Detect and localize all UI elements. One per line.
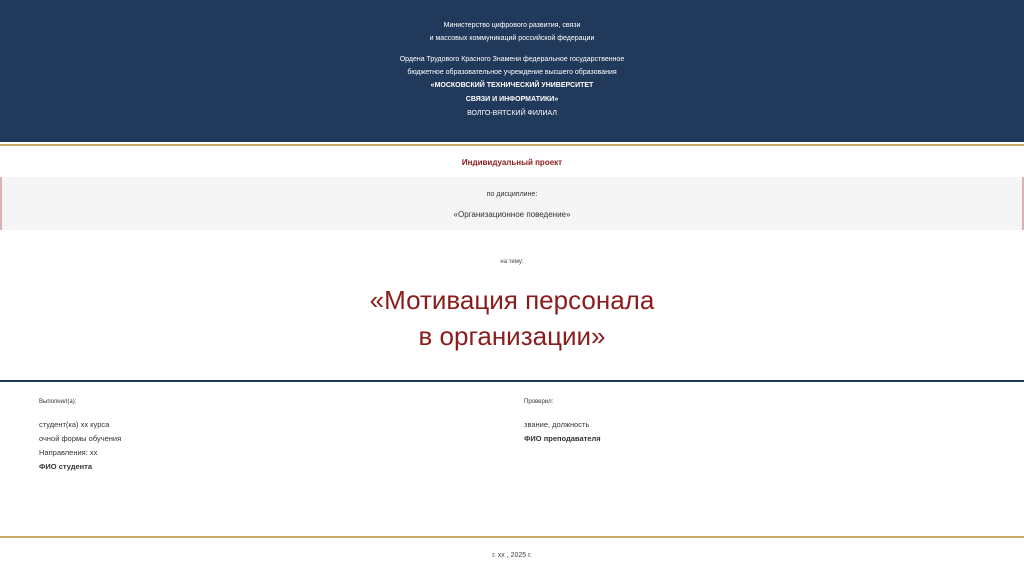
discipline-box [0, 177, 1024, 230]
teacher-info [524, 399, 601, 446]
topic-line-1: «Мотивация персонала [369, 285, 655, 315]
student-info [39, 399, 121, 474]
university-line-2: бюджетное образовательное учреждение высшего образования [407, 69, 617, 76]
topic-label: на тему: [500, 259, 524, 265]
university-name-line-2: СВЯЗИ И ИНФОРМАТИКИ» [465, 96, 559, 103]
student-heading: Выполнил(а): [39, 399, 77, 405]
student-course: студент(ка) хх курса [39, 420, 110, 429]
footer-divider [0, 536, 1024, 538]
teacher-heading: Проверил: [524, 399, 554, 405]
university-name-line-1: «МОСКОВСКИЙ ТЕХНИЧЕСКИЙ УНИВЕРСИТЕТ [430, 82, 594, 89]
university-line-1: Ордена Трудового Красного Знамени федеральное государственное [399, 56, 625, 63]
ministry-line-1: Министерство цифрового развития, связи [443, 22, 581, 29]
topic-line-2: в организации» [418, 321, 606, 351]
branch-name: ВОЛГО-ВЯТСКИЙ ФИЛИАЛ [467, 110, 557, 117]
student-study-form: очной формы обучения [39, 434, 122, 443]
city-year: г. хх , 2025 г. [492, 552, 532, 559]
topic-title [0, 282, 1024, 354]
section-divider [0, 380, 1024, 382]
discipline-label: по дисциплине: [486, 191, 538, 198]
discipline-name: «Организационное поведение» [453, 210, 571, 219]
teacher-name: ФИО преподавателя [524, 434, 601, 443]
header-banner [0, 0, 1024, 142]
ministry-line-2: и массовых коммуникаций российской федерации [429, 35, 595, 42]
project-title: Индивидуальный проект [461, 158, 563, 167]
teacher-position: звание, должность [524, 420, 590, 429]
student-name: ФИО студента [39, 462, 93, 471]
header-divider [0, 144, 1024, 146]
student-direction: Направления: хх [39, 448, 98, 457]
